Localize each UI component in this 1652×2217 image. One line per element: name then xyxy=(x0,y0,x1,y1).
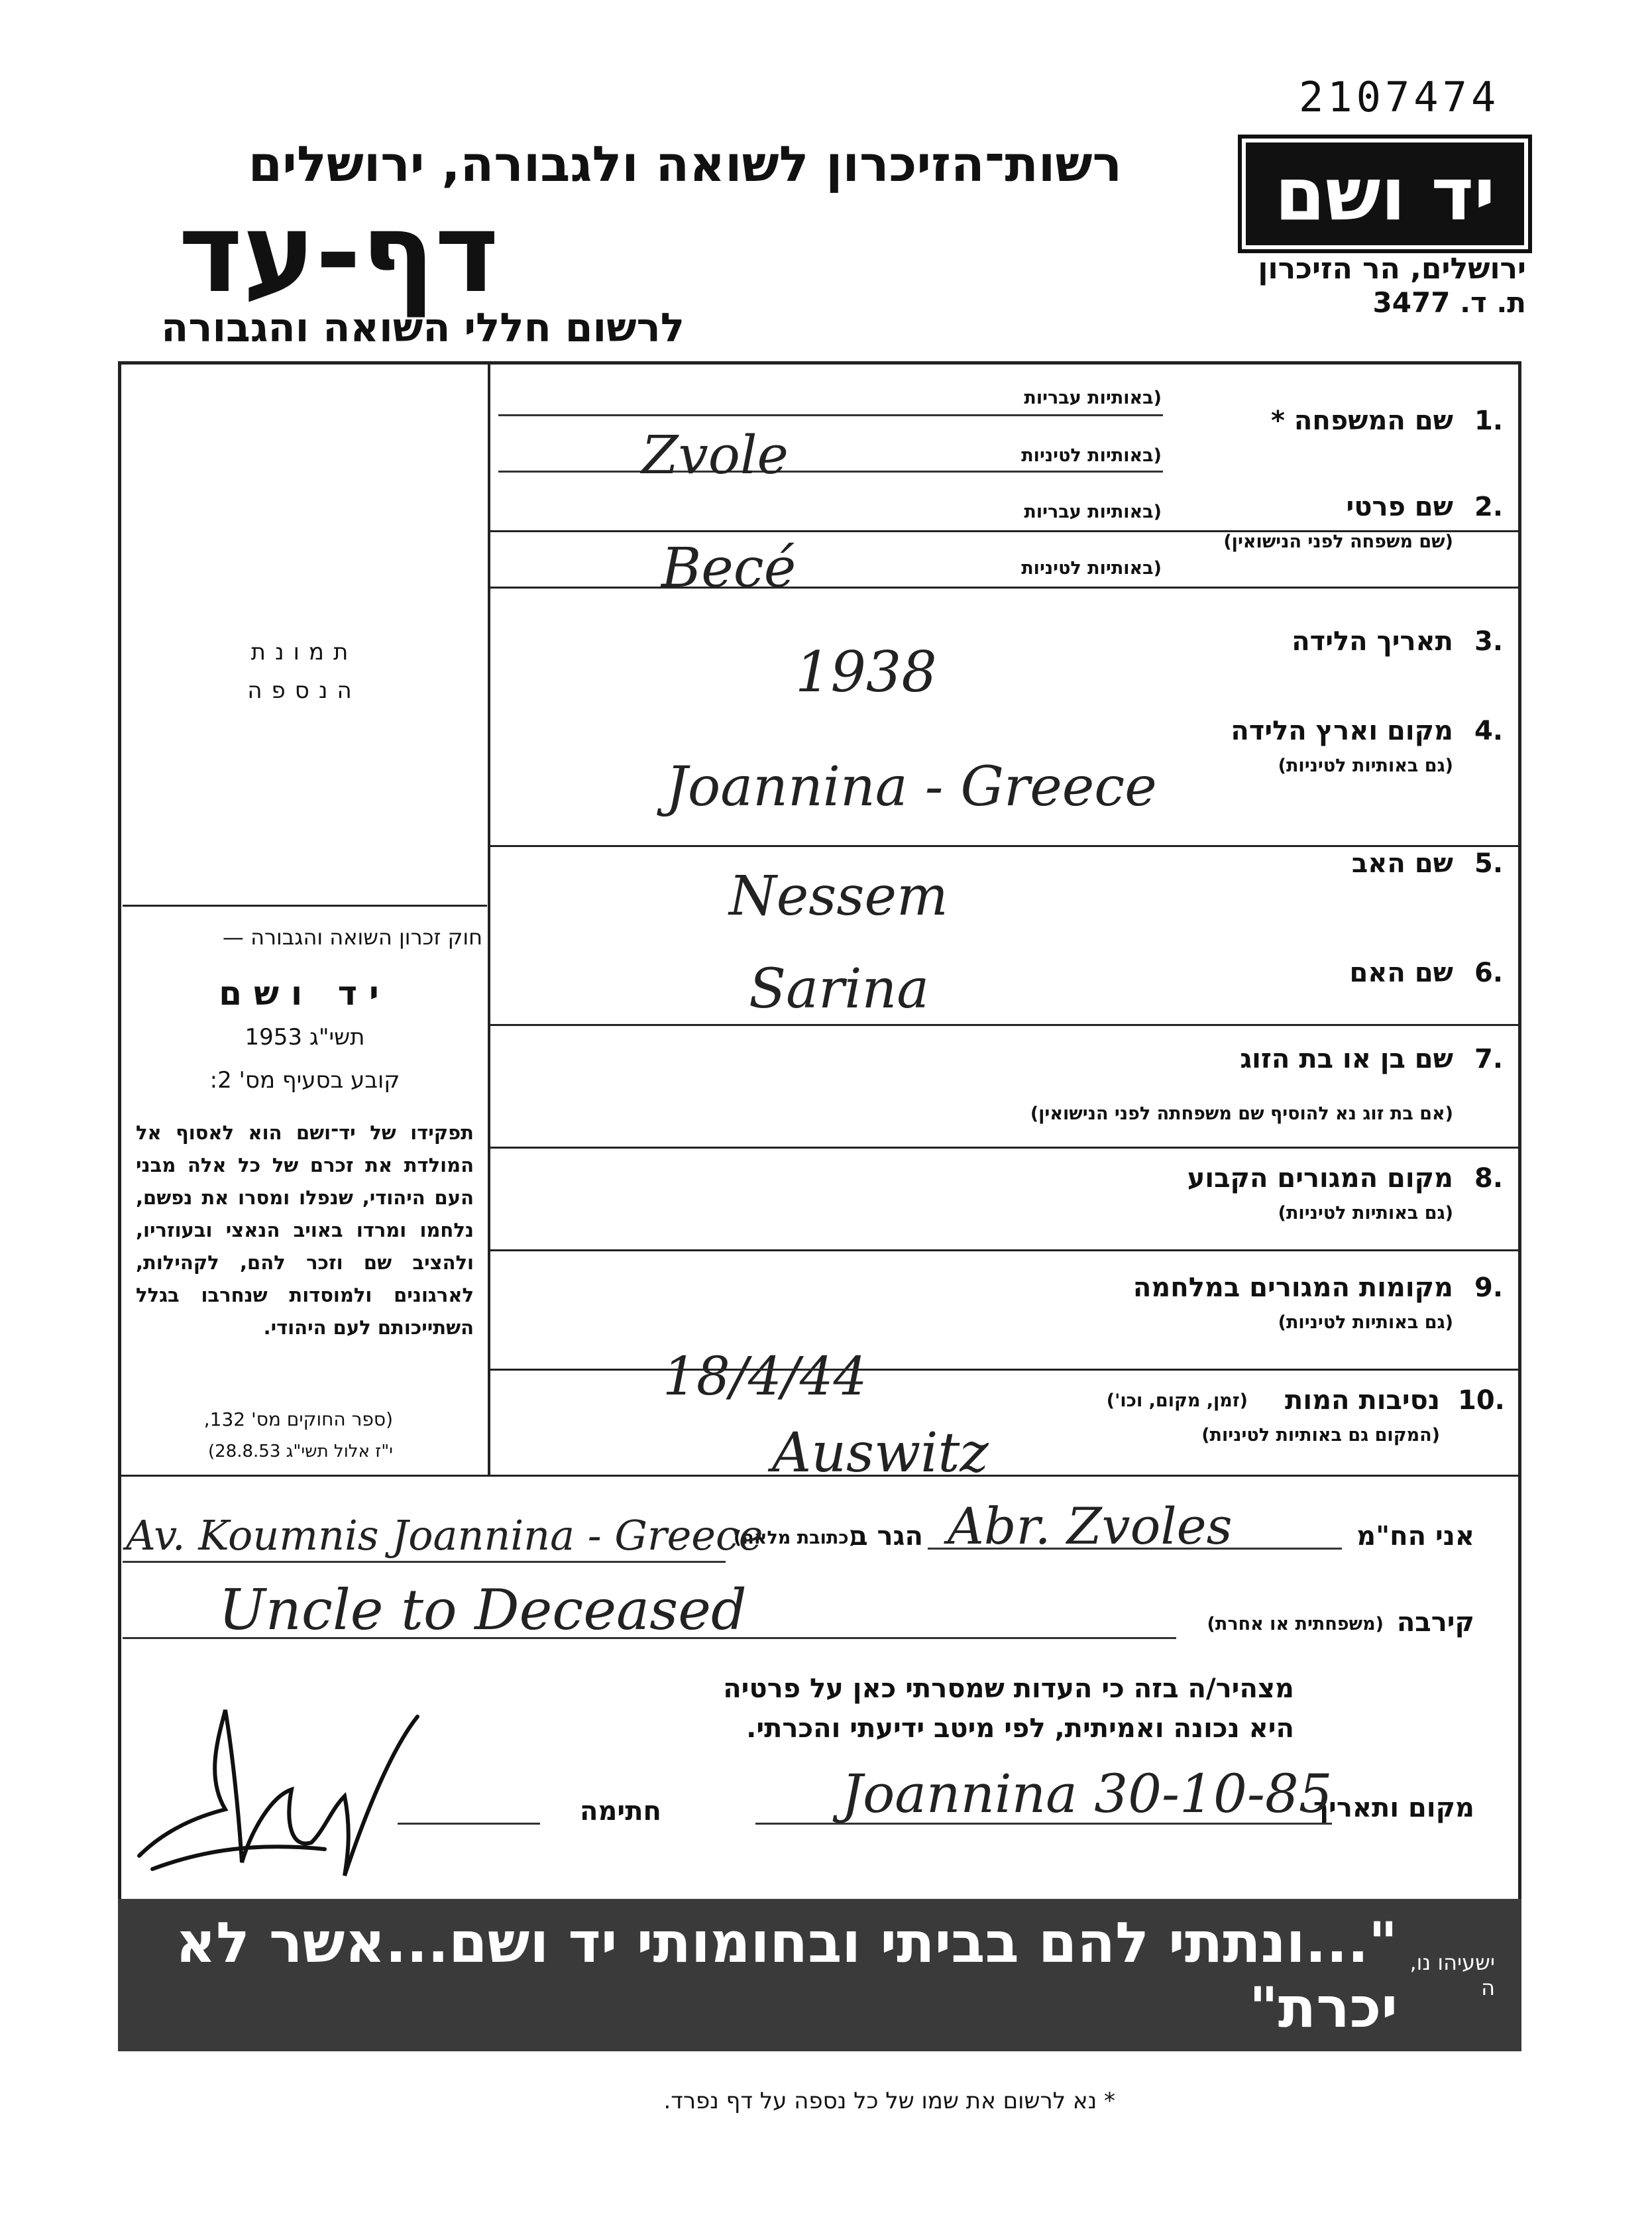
declarant-name-value: Abr. Zvoles xyxy=(948,1497,1233,1556)
field-2-hint-hebrew: (באותיות עבריות xyxy=(1024,502,1162,522)
field-5-number: 5. xyxy=(1474,848,1504,879)
field-9-label: מקומות המגורים במלחמה xyxy=(1132,1273,1453,1303)
field-9-hint: (גם באותיות לטיניות) xyxy=(1278,1312,1453,1333)
field-8-hint: (גם באותיות לטיניות) xyxy=(1278,1203,1453,1223)
field-6-label: שם האם xyxy=(1349,958,1453,988)
signature-scribble xyxy=(126,1697,431,1889)
field-5-value: Nessem xyxy=(729,865,948,928)
yad-vashem-logo: יד ושם xyxy=(1246,142,1524,245)
field-2-number: 2. xyxy=(1474,492,1504,522)
photo-label-line2: הנספה xyxy=(247,677,361,704)
law-text: תפקידו של יד־ושם הוא לאסוף אל המולדת את זכרם של כל אלה מבני העם היהודי, שנפלו ומסרו את נפשם, נלחמו ומרדו באויב הנאצי ובעוזריו, ולהציב שם וזכר להם, לקהילות, לארגונים ולמוסדות שנחרבו בגלל השתייכותם לעם היהודי. xyxy=(136,1121,474,1339)
field-1-latin-line[interactable] xyxy=(498,471,1163,473)
field-10-label: נסיבות המות xyxy=(1285,1385,1440,1416)
field-6-value: Sarina xyxy=(749,958,930,1021)
address-line-2: ת. ד. 3477 xyxy=(1372,286,1526,319)
field-4-value: Joannina - Greece xyxy=(666,756,1157,819)
field-7-hint: (אם בת זוג נא להוסיף שם משפחתה לפני הנישואין) xyxy=(1030,1104,1453,1124)
organization-name: רשות־הזיכרון לשואה ולגבורה, ירושלים xyxy=(248,136,1122,193)
field-4-number: 4. xyxy=(1474,716,1504,746)
serial-number: 2107474 xyxy=(1299,73,1500,121)
statement-line-2: היא נכונה ואמיתית, לפי מיטב ידיעתי והכרתי. xyxy=(746,1713,1294,1744)
field-4-hint: (גם באותיות לטיניות) xyxy=(1278,756,1453,776)
law-yad-vashem: יד ושם xyxy=(219,974,391,1013)
declarant-label: אני הח"מ xyxy=(1356,1521,1474,1552)
field-10-hint: (המקום גם באותיות לטיניות) xyxy=(1201,1425,1440,1446)
field-1-hebrew-line[interactable] xyxy=(498,414,1163,416)
field-1-hint-latin: (באותיות לטיניות xyxy=(1021,445,1162,466)
page-subtitle: לרשום חללי השואה והגבורה xyxy=(161,305,685,351)
field-1-value: Zvole xyxy=(641,424,789,486)
banner-source: ישעיהו נו, ה xyxy=(1409,1950,1495,2000)
row-divider xyxy=(490,845,1521,847)
place-date-value: Joannina 30-10-85 xyxy=(842,1763,1333,1825)
row-divider xyxy=(490,587,1521,589)
field-8-number: 8. xyxy=(1474,1163,1504,1194)
field-3-label: תאריך הלידה xyxy=(1292,626,1453,657)
field-2-note: (שם משפחה לפני הנישואין) xyxy=(1223,532,1453,552)
footnote: * נא לרשום את שמו של כל נספה על דף נפרד. xyxy=(663,2088,1115,2114)
quote-banner xyxy=(118,1899,1521,2051)
relation-label: קירבה xyxy=(1396,1607,1474,1638)
field-1-number: 1. xyxy=(1474,406,1504,436)
signature-label: חתימה xyxy=(579,1796,661,1827)
law-year: תשי"ג 1953 xyxy=(245,1024,365,1051)
field-1-hint-hebrew: (באותיות עבריות xyxy=(1024,388,1162,408)
photo-placeholder xyxy=(118,633,490,710)
field-1-label: שם המשפחה * xyxy=(1271,406,1453,436)
address-label: (כתובת מלאה) xyxy=(733,1528,857,1548)
relation-hint: (משפחתית או אחרת) xyxy=(1207,1614,1384,1634)
field-10-hint-inline: (זמן, מקום, וכו') xyxy=(1106,1391,1248,1411)
law-date: י"ז אלול תשי"ג 28.8.53) xyxy=(208,1442,393,1461)
field-4-label: מקום וארץ הלידה xyxy=(1231,716,1453,746)
field-6-number: 6. xyxy=(1474,958,1504,988)
law-section: קובע בסעיף מס' 2: xyxy=(209,1067,400,1094)
field-2-value: Becé xyxy=(661,537,797,600)
place-date-label: מקום ותאריך xyxy=(1313,1793,1474,1823)
law-source: (ספר החוקים מס' 132, xyxy=(203,1408,393,1430)
address-value: Av. Koumnis Joannina - Greece xyxy=(126,1511,763,1560)
field-10-number: 10. xyxy=(1458,1385,1505,1416)
field-7-number: 7. xyxy=(1474,1044,1504,1074)
address-line-1: ירושלים, הר הזיכרון xyxy=(1258,252,1526,286)
field-3-number: 3. xyxy=(1474,626,1504,657)
row-divider xyxy=(490,1024,1521,1026)
field-2-hint-latin: (באותיות לטיניות xyxy=(1021,558,1162,579)
field-8-label: מקום המגורים הקבוע xyxy=(1187,1163,1453,1194)
relation-value: Uncle to Deceased xyxy=(219,1577,747,1642)
field-3-value: 1938 xyxy=(795,640,937,705)
resides-label: הגר ב xyxy=(852,1521,923,1552)
field-10-date-value: 18/4/44 xyxy=(663,1345,867,1407)
field-2-label: שם פרטי xyxy=(1346,492,1453,522)
row-divider xyxy=(490,1369,1521,1371)
row-divider xyxy=(490,1147,1521,1149)
law-heading: חוק זכרון השואה והגבורה — xyxy=(222,925,482,950)
field-7-label: שם בן או בת הזוג xyxy=(1240,1044,1453,1074)
field-5-label: שם האב xyxy=(1351,848,1453,879)
field-9-number: 9. xyxy=(1474,1273,1504,1303)
field-10-place-value: Auswitz xyxy=(772,1422,989,1485)
statement-line-1: מצהיר/ה בזה כי העדות שמסרתי כאן על פרטיה xyxy=(723,1674,1294,1704)
page-title: דף-עד xyxy=(178,190,499,317)
banner-quote: "...ונתתי להם בביתי ובחומותי יד ושם...אשר לא יכרת" xyxy=(175,1910,1398,2040)
row-divider xyxy=(490,1249,1521,1251)
photo-label-line1: תמונת xyxy=(250,639,358,665)
address-line[interactable] xyxy=(123,1561,726,1563)
